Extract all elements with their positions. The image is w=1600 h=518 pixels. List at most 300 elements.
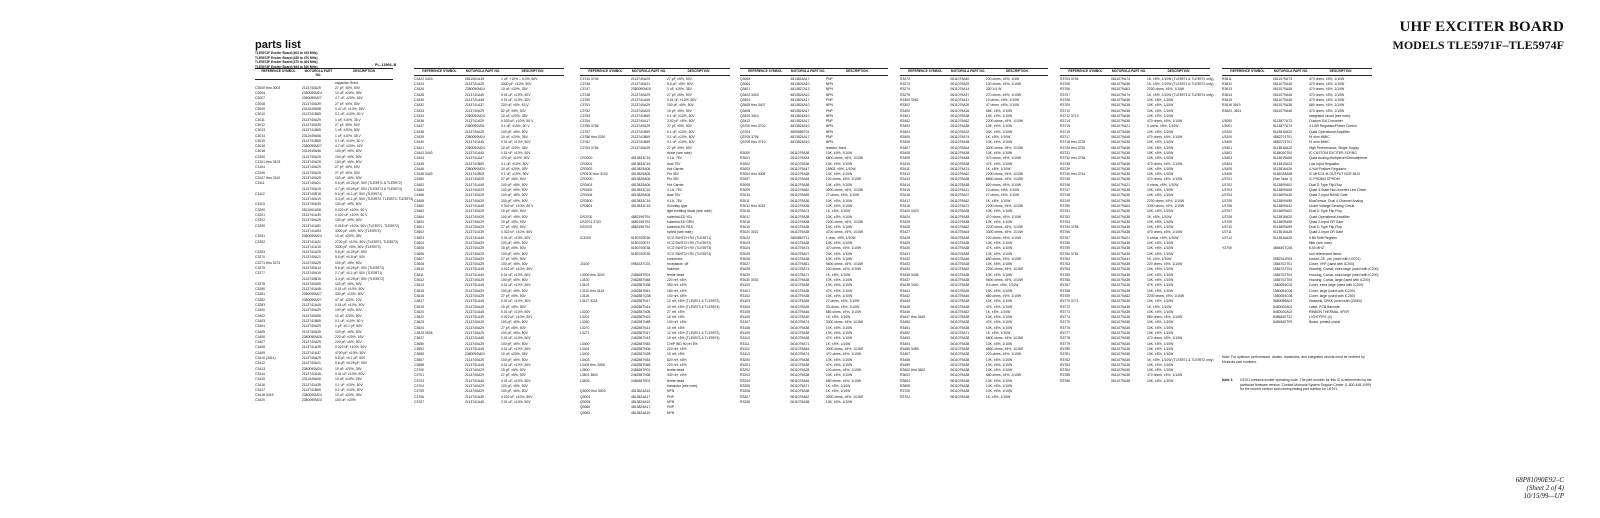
ref-symbol: U3708 (1222, 214, 1232, 219)
ref-symbol: L3260 (580, 320, 590, 325)
part-number: 2113741B65 (301, 128, 321, 133)
part-number: 2113740A29 (465, 214, 484, 219)
part-description: 1K, ±5%, 1/10W (1147, 256, 1172, 261)
ref-symbol: R3275 (900, 92, 910, 97)
part-number: 5113809A08 (1273, 188, 1292, 193)
part-description: 3.92 pF, ±5%, 50V (667, 119, 695, 124)
part-number: 2380090M24 (301, 234, 322, 239)
part-number: 2113740A29 (301, 165, 321, 170)
part-description: 2700 pF, ±10%, 50V (TLE5971, TLE5972) (335, 239, 399, 244)
part-description: 0.01 uF, ±10%, 50V (501, 362, 531, 367)
ref-symbol: Q3004 (580, 394, 591, 399)
ref-symbol: C3112 (255, 191, 265, 196)
part-description: 27 pF, ±5%, 50V (335, 165, 360, 170)
part-number: 0611079A38 (790, 362, 810, 367)
part-number: 0611079A74 (790, 352, 810, 357)
part-description: 5.6 pF, ±0.1 pF, 50V (335, 356, 366, 361)
part-number: 2113741A37 (465, 103, 484, 108)
part-description: 0.01 uF, ±10%, 50V (667, 97, 697, 102)
ref-symbol: R3718 thru 3725 (1060, 140, 1086, 145)
part-description: 0.1 uF, ±10%, 50V (667, 129, 695, 134)
ref-symbol: R3107 (740, 320, 750, 325)
part-description: 56K, ±5%, 1/10W (985, 108, 1013, 113)
part-description: PNP (825, 76, 833, 81)
part-number: 2113740A39 (301, 122, 321, 127)
ref-symbol: R3712 3713 (1060, 113, 1079, 118)
part-description: diode (see note): (667, 150, 693, 155)
part-description: 100 pF, ±5%, 50V (335, 281, 362, 286)
ref-symbol: R3705 (1060, 82, 1070, 87)
part-number: 8480000A02 (1273, 309, 1293, 314)
part-description: 10K, ±5%, 1/10W (825, 172, 853, 177)
part-description: 1K, ±5%, 1/10W (825, 272, 851, 277)
ref-symbol: R3612 (1222, 82, 1232, 87)
ref-symbol: R3746 (1060, 182, 1070, 187)
part-number: 4882196T04 (631, 214, 651, 219)
ref-symbol: C3275 (255, 265, 265, 270)
part-description: 100 pF, ±5%, 50V (501, 341, 528, 346)
part-description: 100 uF, ±20% (335, 398, 356, 403)
part-description: PNP (825, 119, 833, 124)
part-description: 2200 ohms, ±5%, 1/10W (1147, 198, 1185, 203)
ref-symbol: Q3060 (580, 405, 591, 410)
part-description: 33K, ±5%, 1/10W (985, 129, 1013, 134)
parts-row (1060, 379, 1210, 384)
part-description: 47K, ±5%, 1/10W (985, 304, 1013, 309)
part-description: filter (see note): (1309, 241, 1333, 245)
ref-symbol: U3405 (1222, 166, 1232, 171)
part-number: 0811051A19 (465, 76, 484, 81)
ref-symbol: U3709 (1222, 219, 1232, 224)
part-number: 2380090M31 (465, 124, 485, 129)
ref-symbol: R3002 (740, 161, 750, 166)
part-description: Hi ohm MMIC (1309, 140, 1330, 145)
part-number: 2113740A29 (301, 117, 321, 122)
part-description: 2200 ohms, ±5%, 1/10W (825, 219, 863, 224)
part-number: 4813825A06 (631, 193, 651, 198)
part-description: 2200 ohms, ±5%, 1/10W (985, 267, 1023, 272)
part-number: 0611079A38 (1111, 272, 1130, 277)
part-number: 2380090M24 (301, 398, 322, 403)
column-header-part: MOTOROLA PART NO. (304, 69, 333, 77)
parts-column-5 (900, 68, 1048, 400)
ref-symbol: R3433 (900, 262, 910, 267)
part-description: 3300 pF, ±10%, 50V (501, 82, 532, 87)
part-description: 10K, ±5%, 1/10W (1147, 108, 1174, 113)
part-description: CHIP IND 90 nH 5% (667, 341, 698, 346)
part-description: 10K, ±5%, 1/10W (985, 384, 1013, 389)
part-description: 10K, ±5%, 1/10W (1147, 103, 1174, 108)
part-description: 47K, ±5%, 1/10W (825, 362, 853, 367)
ref-symbol: R3009 (740, 188, 750, 193)
part-description: 10 uF, ±20%, 35V (335, 91, 362, 96)
part-description: 5.6 pF, ±5%, 50V (667, 82, 693, 87)
part-description: 100 pF, ±5%, 50V (335, 154, 362, 159)
part-number: 2113740A29 (465, 304, 484, 309)
part-description: non-referenced items: (1309, 251, 1342, 256)
part-number: 8480000A01 (1273, 304, 1293, 309)
ref-symbol: R3272 (900, 76, 910, 81)
part-description: 10K, ±5%, 1/10W (1147, 97, 1174, 102)
part-number: 4813824A10 (790, 124, 810, 129)
part-number: 2380090M24 (465, 166, 485, 171)
ref-symbol: L3201 (580, 315, 590, 320)
part-number: 2113741B69 (631, 135, 650, 140)
part-description: 100 nH, ±5% (667, 320, 687, 325)
part-number: 2113741A45 (465, 378, 484, 383)
ref-symbol: C3009 (255, 107, 265, 112)
part-description: 10K, ±5%, 1/10W (985, 272, 1013, 277)
ref-symbol: R3202 (740, 368, 750, 373)
part-number: 0611079A38 (1111, 241, 1130, 245)
part-description: 100 nH, ±5% (667, 293, 687, 298)
part-number: 0611079A74 (1111, 76, 1130, 81)
part-description: 10K, ±5%, 1/10W (825, 225, 853, 230)
ref-symbol: R3018 (740, 219, 750, 224)
part-number: 0611079A38 (790, 331, 810, 336)
ref-symbol (1222, 320, 1273, 325)
ref-symbol: Q3408 (740, 108, 751, 113)
part-description: 2200 ohms, ±5%, 1/10W (1147, 87, 1185, 92)
ref-symbol: R3409 (900, 156, 910, 161)
ref-symbol: L3100 (580, 278, 590, 283)
ref-symbol: C3750 (580, 97, 590, 102)
part-number: 4813824A10 (790, 103, 810, 108)
part-number: 2113741A45 (465, 203, 484, 208)
ref-symbol: C3250 (255, 223, 265, 228)
ref-symbol: R3205 (740, 384, 750, 389)
column-header (900, 68, 1048, 76)
part-number: 2113740A29 (631, 92, 650, 97)
ref-symbol: C3282 (255, 297, 265, 302)
part-description: 1K, ±5%, 1/10W (1147, 304, 1172, 309)
part-description: 6800 ohms, ±5%, 1/10W (985, 346, 1023, 351)
ref-symbol: C3657 (414, 357, 424, 362)
part-number: 2113740B15 (301, 191, 321, 196)
ref-symbol: C3704 (414, 384, 424, 389)
ref-symbol: R3778 (1060, 336, 1070, 341)
ref-symbol: R3017 (740, 214, 750, 219)
column-header-desc: DESCRIPTION (1006, 69, 1028, 73)
ref-symbol: R3022 (740, 235, 750, 240)
part-description: 100 pF, ±5%, 50V (501, 357, 528, 362)
ref-symbol: R3406 (900, 140, 910, 145)
ref-symbol: R3201 (740, 362, 750, 367)
part-description: Dual D-Type Flip-Flop (1309, 182, 1342, 187)
part-description: 0.01 uF, ±10%, 50V (501, 399, 531, 404)
ref-symbol: Q3405 thru 3407 (740, 103, 766, 108)
part-number: 0611079A74 (790, 209, 810, 214)
ref-symbol: Q3005 (580, 399, 591, 404)
part-description: 10K, ±5%, 1/10W (825, 293, 853, 298)
part-number: 2113740A29 (301, 154, 321, 159)
ref-symbol: R3432 (900, 256, 910, 261)
part-number: 2113740A19 (301, 186, 321, 191)
part-description: 10K, ±5%, 1/10W (1147, 150, 1174, 155)
part-description: 10K, ±5%, 1/10W (985, 251, 1013, 256)
ref-symbol: C3432 (414, 103, 424, 108)
part-number: 0611079A62 (790, 394, 810, 399)
ref-symbol: C3281 (255, 292, 265, 297)
ref-symbol: C3458 (414, 198, 424, 203)
ref-symbol: R3020 3021 (740, 230, 759, 235)
part-number: 1584702T05 (1273, 278, 1293, 283)
part-number: 2311049A56 (301, 149, 321, 154)
ref-symbol: R3611 (1222, 76, 1232, 81)
ref-symbol: U3001 (1222, 124, 1232, 129)
part-description: 10K, ±5%, 1/10W (825, 331, 853, 336)
ref-symbol: CR3601 (580, 203, 593, 208)
part-number: 4813833C16 (631, 203, 651, 208)
parts-row (1222, 320, 1372, 325)
ref-symbol: C3016 (255, 144, 265, 149)
part-number: 0611079A38 (1111, 346, 1130, 351)
part-description: subminiLED GRN (667, 219, 694, 224)
ref-symbol: L3601 3602 (580, 373, 598, 378)
part-description: 10K, ±5%, 1/10W (825, 256, 853, 261)
part-description: Hi ohm MMIC (1309, 135, 1330, 140)
part-description: dual 70V (667, 193, 681, 198)
ref-symbol: C3251 (255, 234, 265, 239)
part-number: 2113741A29 (301, 250, 321, 255)
part-number: 0611079A48 (1111, 135, 1130, 140)
ref-symbol: R3029 (740, 272, 750, 277)
part-description: 10K, ±5%, 1/10W (1147, 172, 1174, 177)
part-description: NPN (825, 140, 833, 145)
ref-symbol: IC3200 (580, 235, 591, 240)
part-description: 0.01 uF, ±10%, 50V (335, 303, 365, 308)
part-description: 0.022 uF, ±10%, 50 V (335, 207, 368, 212)
ref-symbol: C3450 (414, 177, 424, 182)
part-number: 0611079A38 (1111, 378, 1130, 383)
part-number: 4813825A06 (631, 172, 651, 177)
ref-symbol: C3446 (414, 166, 424, 171)
part-description: 0.002 uF, ±10%, 50 V (501, 203, 534, 208)
part-description: 470 pF, ±10%, 50V (501, 156, 530, 161)
part-number: 2113741A45 (301, 371, 321, 376)
part-description: 100 ohms, ±5%, 1/10W (825, 177, 862, 182)
ref-symbol: L3117 3118 (580, 299, 598, 304)
ref-symbol: R3435 3436 (900, 272, 919, 277)
ref-symbol: C3252 (255, 239, 265, 244)
column-header (1060, 68, 1210, 76)
ref-symbol: L3270 (580, 325, 590, 330)
part-description: transistor (see note): (667, 384, 699, 389)
part-description: NPN (825, 92, 833, 97)
part-number: 0611079A38 (950, 140, 970, 145)
part-description: 10K, ±5%, 1/10W (985, 362, 1013, 367)
column-header-desc: DESCRIPTION (521, 69, 544, 73)
part-description: 0.1 uF, ±10%, 50V (667, 140, 695, 145)
part-description: 470 ohms, ±5%, 1/10W (1309, 97, 1345, 102)
part-description: 47K, ±5%, 1/10W (825, 288, 853, 293)
ref-symbol: R3027 (740, 262, 750, 267)
part-description: 680 ohms, ±5%, 1/10W (825, 309, 862, 314)
ref-symbol: DS3700 (580, 214, 593, 219)
part-description: 390 nH, ±5% (667, 283, 687, 288)
part-number: 0611079A38 (1111, 341, 1130, 346)
ref-symbol: C3007 (255, 96, 265, 101)
part-description: 0.1 uF, ±10%, 50V (667, 113, 695, 118)
part-number: 2462587N14 (631, 304, 651, 309)
ref-symbol: L3401 (580, 346, 590, 351)
part-description: 100 pF, ±5%, 50V (501, 320, 528, 325)
part-number: 2113741B69 (465, 161, 484, 166)
part-description: 15 pF, ±5%, 50V (501, 304, 526, 309)
part-number: 0611079A07 (790, 251, 810, 256)
part-description: VCO SWITCH RX (TLE5973) (667, 246, 712, 251)
ref-symbol: C3104 (255, 165, 265, 170)
ref-symbol: C3758 thru 3760 (580, 135, 606, 140)
part-number: 2113740A55 (301, 281, 321, 286)
part-description: Custom D/A Converter (1309, 119, 1343, 124)
part-number: 2113740A29 (301, 175, 321, 180)
part-number: 0611079A38 (1111, 172, 1130, 177)
part-description: Quad Operational Amplifier (1309, 129, 1350, 134)
ref-symbol: R3008 (740, 182, 750, 187)
ref-symbol: C3442 3443 (414, 150, 433, 155)
part-description: Quad Analog Multiplexer/Demultiplexer (1309, 156, 1368, 161)
ref-symbol: U3100 (1222, 129, 1232, 134)
ref-symbol: L3000 thru 3002 (580, 272, 605, 277)
part-number: 0611079A62 (1111, 293, 1130, 298)
part-number: 4882196T04 (631, 219, 651, 224)
part-description: 5.6 pF, ±0.25 pF, 50V (TLE5971 & TLE5972) (335, 181, 402, 186)
ref-symbol: C3627 (414, 336, 424, 341)
part-number: 0611079A40 (950, 76, 970, 81)
part-number: 5113809A02 (1273, 182, 1292, 187)
part-number: 0611079A30 (790, 315, 810, 320)
part-description: 1K, ±5%, 1/10W (825, 389, 851, 394)
ref-symbol: C3624 (414, 325, 424, 330)
ref-symbol: R3108 (740, 325, 750, 330)
ref-symbol: C3410 (3411) (255, 356, 276, 361)
ref-symbol: R3779 (1060, 341, 1070, 346)
ref-symbol: C3612 (414, 278, 424, 283)
part-number: 2113740A29 (465, 341, 484, 346)
column-header-ref: REFERENCE SYMBOL (261, 69, 296, 73)
part-number: 0611079A11 (950, 188, 970, 193)
part-description: 3300 pF, ±5%, 50V (TLE5973) (335, 244, 381, 249)
part-number: 0611079A37 (950, 92, 970, 97)
ref-symbol: C3000 thru 3003 (255, 85, 281, 90)
part-description: RIBBON THERMAL XFER (1309, 309, 1349, 314)
part-number: 5113809A42 (1273, 203, 1292, 208)
part-number: 0611079A38 (1111, 119, 1130, 124)
part-description: 100 pF, ±5%, 50V (501, 384, 528, 389)
ref-symbol: R3101 (740, 288, 750, 293)
part-description: 10K, ±5%, 1/10W (1147, 156, 1174, 161)
ref-symbol: R3412 (900, 172, 910, 177)
ref-symbol: R3415 (900, 188, 910, 193)
ref-symbol: C3400 (255, 308, 265, 313)
part-description: 10K, ±5%, 1/10W (1147, 352, 1174, 357)
part-number: 2113740A39 (301, 101, 321, 106)
ref-symbol: C3415 (255, 377, 265, 382)
part-description: 1K, ±5%, 1/10W (TLE5971 & TLE5972 only) (1147, 82, 1214, 87)
part-number: 0660862T11 (790, 235, 810, 240)
part-description: 0.01 uF, ±10%, 50V (501, 283, 531, 288)
part-number: 2462587N14 (631, 325, 651, 330)
part-description: 3900 ohms, ±5%, 1/10W (825, 188, 863, 193)
part-description: 0.01 uF, ±10%, 50V (335, 287, 365, 292)
part-description: 10K, ±5%, 1/10W (1147, 166, 1174, 171)
part-description: 0.022 uF, ±10%, 50V (501, 267, 533, 272)
part-description: 2200 ohms, ±5%, 1/10W (985, 119, 1023, 124)
part-description: 1 uF, ±20%, 35V (667, 87, 692, 92)
ref-symbol: R3030 3031 (740, 278, 759, 283)
part-number: 2113740A39 (301, 202, 321, 207)
part-description: Cover, large (used with IC200) (1309, 293, 1355, 298)
part-description: 10K, ±5%, 1/10W (1147, 341, 1174, 346)
ref-symbol: C3754 (580, 119, 590, 124)
ref-symbol: C3619 (414, 304, 424, 309)
part-number: 0611079A64 (950, 145, 970, 150)
part-number: 0611079A38 (790, 389, 810, 394)
part-number: 0611079A62 (950, 267, 970, 272)
ref-symbol: L3600 (580, 368, 590, 373)
ref-symbol: R3274 (900, 87, 910, 92)
part-description: 5.6 pF, ±0.25 pF, 50V (335, 250, 368, 255)
part-description: Label, PCB Barcode (1309, 304, 1340, 309)
part-number: 0611079A74 (950, 166, 970, 171)
part-description: 0.022 uF, ±10%, 50V (501, 394, 533, 399)
part-number: 0611079A38 (790, 399, 810, 404)
ref-symbol: R3424 (900, 214, 910, 219)
ref-symbol: CR3000 (580, 156, 593, 161)
part-description: 0 ohms, ±5%, 1/10W (1147, 182, 1179, 187)
part-description: 0.01 uF, ±10%, 50V (501, 309, 531, 314)
part-description: 10 nH, ±5% (TLE5973 & TLE5974) (667, 304, 720, 309)
part-number: 0611079A38 (1111, 262, 1130, 267)
ref-symbol: R3754 3755 (1060, 225, 1079, 230)
ref-symbol: C3440 (414, 140, 424, 145)
part-number: 0611079A38 (1111, 103, 1130, 108)
ref-symbol: U3705 (1222, 198, 1232, 203)
part-description: 100 pF, ±5%, 50V (501, 188, 528, 193)
ref-symbol: C3422 3423 (414, 76, 433, 81)
part-number: 0611079A74 (790, 267, 810, 272)
ref-symbol: C3202 (255, 218, 265, 223)
ref-symbol: R3752 (1060, 214, 1070, 219)
part-description: 1K, ±5%, 1/10W (985, 135, 1011, 140)
part-number: 2113740A29 (301, 170, 321, 175)
part-description: 0.01 uF, ±10%, 50V (501, 92, 531, 97)
ref-symbol: C3753 (580, 113, 590, 118)
column-header-part: MOTOROLA PART NO. (1273, 69, 1309, 73)
ref-symbol: U3703 (1222, 188, 1232, 193)
part-number: 0611079A16 (950, 108, 970, 113)
part-number: 0611079A38 (950, 288, 970, 293)
part-description: 10K, ±5%, 1/10W (1147, 278, 1174, 283)
ref-symbol: R3715 (1060, 124, 1070, 129)
part-number: 2113740A29 (465, 256, 484, 261)
part-number: 1584702T04 (1273, 267, 1293, 272)
part-description: IC PROMO EPROM (1309, 177, 1340, 182)
parts-list-title: parts list (255, 39, 301, 51)
ref-symbol: Q3412 (740, 119, 751, 124)
part-number: 0611079A38 (790, 283, 810, 288)
part-number: 0611079A38 (950, 389, 970, 394)
ref-symbol: R3738 (1060, 161, 1070, 166)
ref-symbol: C3441 (414, 145, 424, 150)
column-header-ref: REFERENCE SYMBOL (748, 69, 783, 73)
part-description: 47K, ±5%, 1/10W (1147, 283, 1174, 288)
part-description: 2200 ohms, ±5%, 1/10W (1147, 293, 1185, 298)
part-number: 0984337G01 (631, 262, 651, 267)
part-description: NPN (825, 113, 833, 118)
part-description: 27 pF, ±5%, 50V (667, 145, 692, 150)
